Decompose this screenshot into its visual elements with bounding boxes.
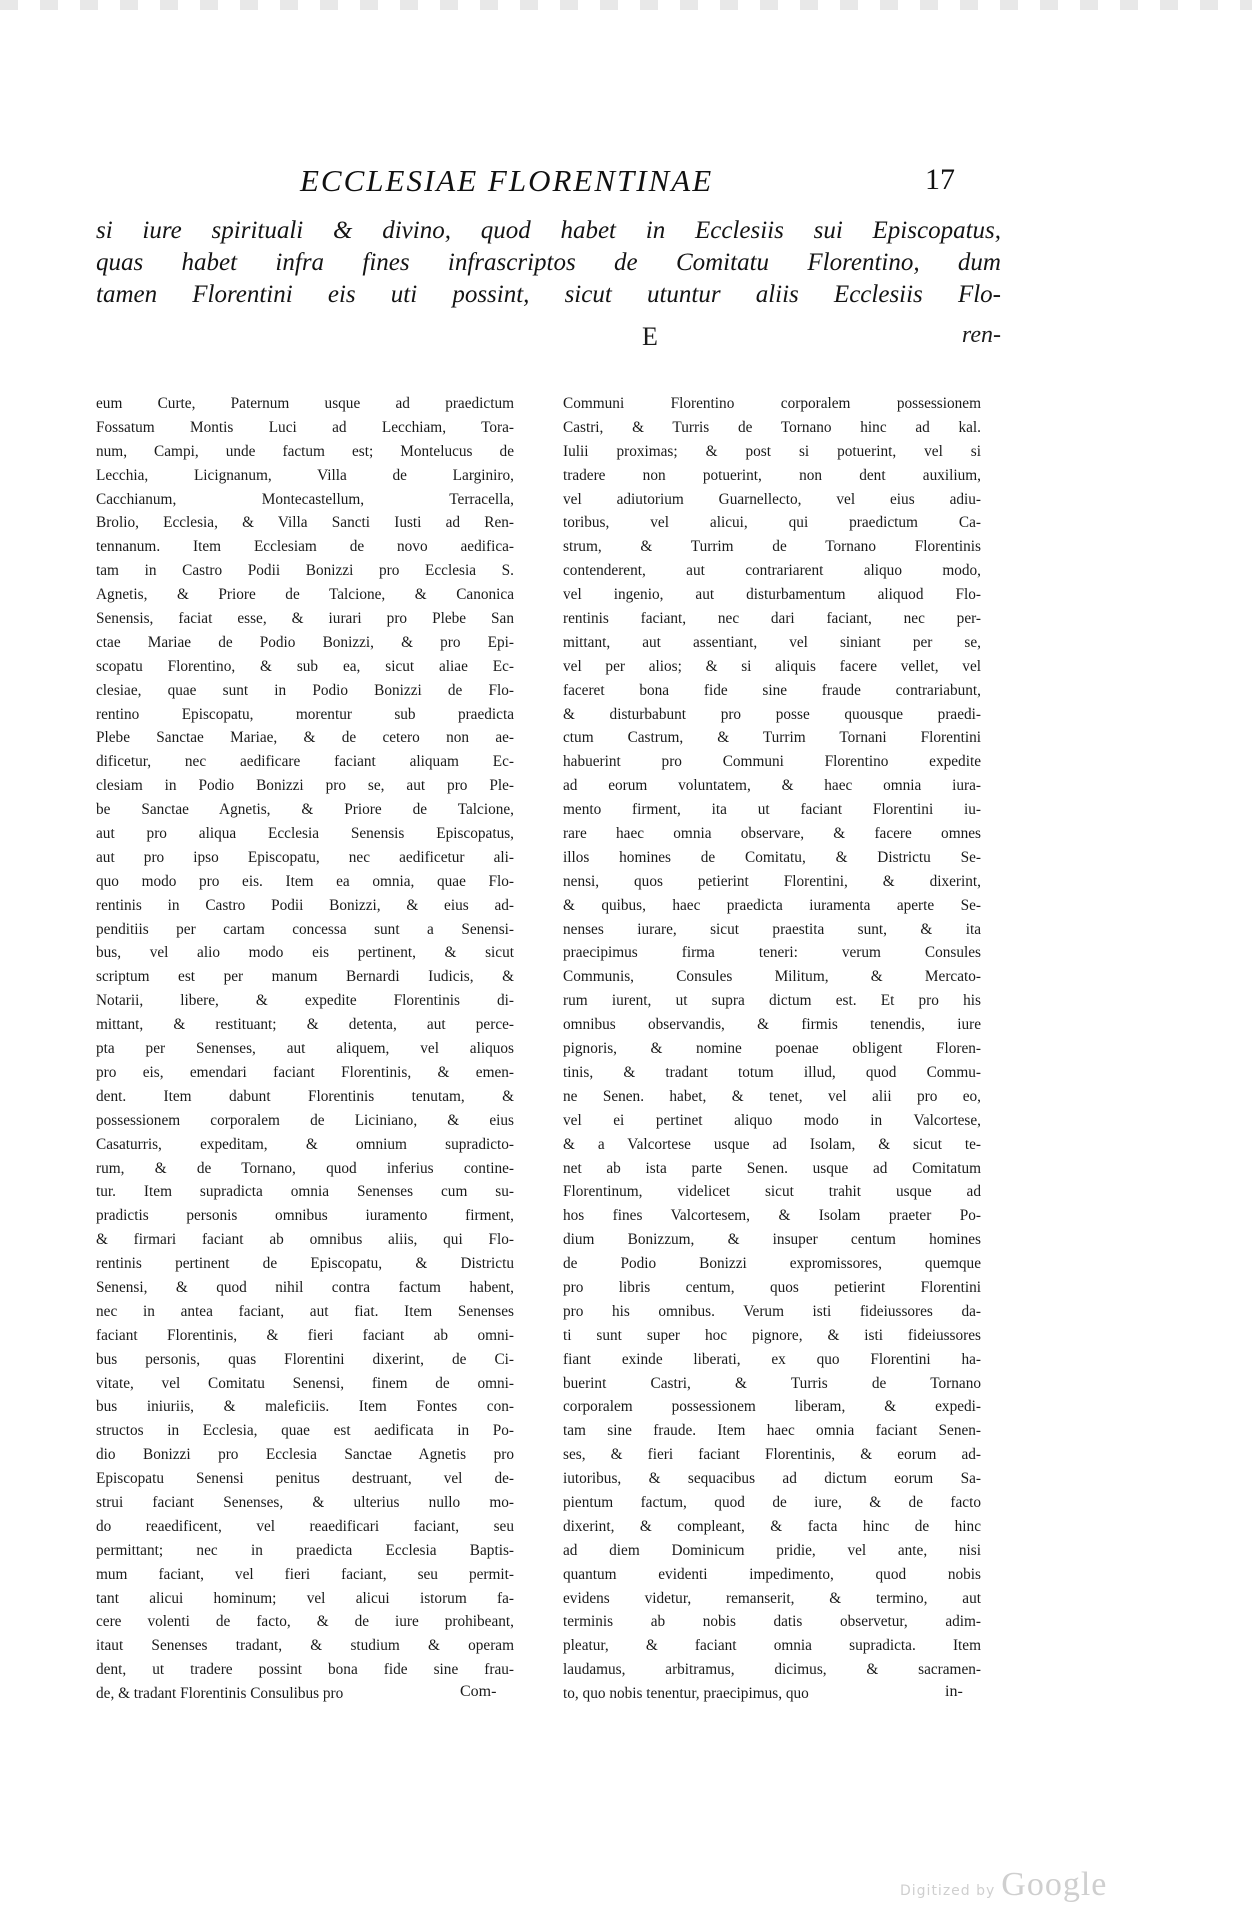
column-line: ctae Mariae de Podio Bonizzi, & pro Epi- bbox=[96, 633, 514, 651]
column-line: Casaturris, expeditam, & omnium supradicto- bbox=[96, 1135, 514, 1153]
column-line: do reaedificent, vel reaedificari faciant, seu bbox=[96, 1517, 514, 1535]
column-line: & quibus, haec praedicta iuramenta aperte Se- bbox=[563, 896, 981, 914]
column-line: de, & tradant Florentinis Consulibus pro bbox=[96, 1685, 344, 1703]
column-line: bus personis, quas Florentini dixerint, de Ci- bbox=[96, 1350, 514, 1368]
signature-line bbox=[96, 322, 1001, 354]
column-line: rentinis in Castro Podii Bonizzi, & eius ad- bbox=[96, 896, 514, 914]
column-line: pientum factum, quod de iure, & de facto bbox=[563, 1493, 981, 1511]
column-line: Communis, Consules Militum, & Mercato- bbox=[563, 968, 981, 986]
column-line: & disturbabunt pro posse quousque praedi- bbox=[563, 705, 981, 723]
column-line: ne Senen. habet, & tenet, vel alii pro eo, bbox=[563, 1087, 981, 1105]
column-line: dent. Item dabunt Florentinis tenutam, & bbox=[96, 1087, 514, 1105]
column-line: possessionem corporalem de Liciniano, & eius bbox=[96, 1111, 514, 1129]
column-line: tennanum. Item Ecclesiam de novo aedifica- bbox=[96, 538, 514, 556]
column-line: rare haec omnia observare, & facere omnes bbox=[563, 825, 981, 843]
column-line: Senensi, & quod nihil contra factum habent, bbox=[96, 1278, 514, 1296]
column-line: iutoribus, & sequacibus ad dictum eorum Sa- bbox=[563, 1470, 981, 1488]
column-line: omnibus observandis, & firmis tenendis, iure bbox=[563, 1016, 981, 1034]
column-line: ad eorum voluntatem, & haec omnia iura- bbox=[563, 777, 981, 795]
column-line: Florentinum, videlicet sicut trahit usque ad bbox=[563, 1183, 981, 1201]
column-line: tam in Castro Podii Bonizzi pro Ecclesia S. bbox=[96, 562, 514, 580]
column-line: pro his omnibus. Verum isti fideiussores da- bbox=[563, 1302, 981, 1320]
column-line: net ab ista parte Senen. usque ad Comitatum bbox=[563, 1159, 981, 1177]
column-line: pta per Senenses, aut aliquem, vel aliquos bbox=[96, 1040, 514, 1058]
column-line: clesiae, quae sunt in Podio Bonizzi de Flo- bbox=[96, 681, 514, 699]
column-line: toribus, vel alicui, qui praedictum Ca- bbox=[563, 514, 981, 532]
watermark-prefix: Digitized by bbox=[900, 1883, 996, 1899]
column-line: rentino Episcopatu, morentur sub praedicta bbox=[96, 705, 514, 723]
column-line: bus, vel alio modo eis pertinent, & sicut bbox=[96, 944, 514, 962]
column-line: Lecchia, Licignanum, Villa de Larginiro, bbox=[96, 466, 514, 484]
column-line: bus iniuriis, & maleficiis. Item Fontes con- bbox=[96, 1398, 514, 1416]
column-line: dent, ut tradere possint bona fide sine frau- bbox=[96, 1661, 514, 1679]
column-line: dium Bonizzum, & insuper centum homines bbox=[563, 1231, 981, 1249]
column-line: cere volenti de facto, & de iure prohibeant, bbox=[96, 1613, 514, 1631]
column-line: itaut Senenses tradant, & studium & operam bbox=[96, 1637, 514, 1655]
column-line: tur. Item supradicta omnia Senenses cum su- bbox=[96, 1183, 514, 1201]
column-line: illos homines de Comitatu, & Districtu Se- bbox=[563, 848, 981, 866]
column-line: & firmari faciant ab omnibus aliis, qui Flo- bbox=[96, 1231, 514, 1249]
column-line: mittant, aut assentiant, vel siniant per se, bbox=[563, 633, 981, 651]
column-line: mento firment, ita ut faciant Florentini iu- bbox=[563, 801, 981, 819]
column-line: terminis ab nobis datis observetur, adim- bbox=[563, 1613, 981, 1631]
column-line: praecipimus firma teneri: verum Consules bbox=[563, 944, 981, 962]
column-line: nensi, quos petierint Florentini, & dixerint, bbox=[563, 872, 981, 890]
column-line: evidens videtur, remanserit, & termino, aut bbox=[563, 1589, 981, 1607]
column-line: ad diem Dominicum pridie, vel ante, nisi bbox=[563, 1541, 981, 1559]
column-line: dificetur, nec aedificare faciant aliquam Ec- bbox=[96, 753, 514, 771]
column-line: buerint Castri, & Turris de Tornano bbox=[563, 1374, 981, 1392]
column-line: Episcopatu Senensi penitus destruant, vel de- bbox=[96, 1470, 514, 1488]
column-line: dio Bonizzi pro Ecclesia Sanctae Agnetis pro bbox=[96, 1446, 514, 1464]
column-line: permittant; nec in praedicta Ecclesia Baptis- bbox=[96, 1541, 514, 1559]
running-title: ECCLESIAE FLORENTINAE bbox=[300, 163, 714, 198]
column-line: scriptum est per manum Bernardi Iudicis, & bbox=[96, 968, 514, 986]
left-column bbox=[96, 392, 514, 1706]
column-line: contenderent, aut contrariarent aliquo modo, bbox=[563, 562, 981, 580]
column-line: vel adiutorium Guarnellecto, vel eius adiu- bbox=[563, 490, 981, 508]
column-line: tinis, & tradant totum illud, quod Commu- bbox=[563, 1063, 981, 1081]
right-column bbox=[563, 392, 981, 1706]
column-line: pro eis, emendari faciant Florentinis, & emen- bbox=[96, 1063, 514, 1081]
left-column-catchword: Com- bbox=[460, 1683, 497, 1700]
continued-paragraph bbox=[96, 215, 1001, 311]
column-line: Notarii, libere, & expedite Florentinis di- bbox=[96, 992, 514, 1010]
column-line: clesiam in Podio Bonizzi pro se, aut pro Ple- bbox=[96, 777, 514, 795]
continued-line: tamen Florentini eis uti possint, sicut utuntur aliis Ecclesiis Flo- bbox=[96, 281, 1001, 308]
column-line: dixerint, & compleant, & facta hinc de hinc bbox=[563, 1517, 981, 1535]
column-line: strui faciant Senenses, & ulterius nullo mo- bbox=[96, 1493, 514, 1511]
column-line: mittant, & restituant; & detenta, aut perce- bbox=[96, 1016, 514, 1034]
column-line: vel per alios; & si aliquis facere vellet, vel bbox=[563, 657, 981, 675]
column-line: pro libris centum, quos petierint Florentini bbox=[563, 1278, 981, 1296]
column-line: fiant exinde liberati, ex quo Florentini ha- bbox=[563, 1350, 981, 1368]
column-line: quantum evidenti impedimento, quod nobis bbox=[563, 1565, 981, 1583]
column-line: faceret bona fide sine fraude contrariabunt, bbox=[563, 681, 981, 699]
column-line: Fossatum Montis Luci ad Lecchiam, Tora- bbox=[96, 418, 514, 436]
column-line: Cacchianum, Montecastellum, Terracella, bbox=[96, 490, 514, 508]
column-line: penditiis per cartam concessa sunt a Senensi- bbox=[96, 920, 514, 938]
catchword: ren- bbox=[961, 322, 1001, 348]
column-line: Iulii proximas; & post si potuerint, vel si bbox=[563, 442, 981, 460]
signature-mark: E bbox=[642, 322, 658, 351]
column-line: Agnetis, & Priore de Talcione, & Canonica bbox=[96, 586, 514, 604]
column-line: mum faciant, vel fieri faciant, seu permit- bbox=[96, 1565, 514, 1583]
column-line: Plebe Sanctae Mariae, & de cetero non ae- bbox=[96, 729, 514, 747]
column-line: rentinis faciant, nec dari faciant, nec per- bbox=[563, 610, 981, 628]
column-line: ti sunt super hoc pignore, & isti fideiussores bbox=[563, 1326, 981, 1344]
column-line: de Podio Bonizzi expromissores, quemque bbox=[563, 1255, 981, 1273]
column-line: vel ingenio, aut disturbamentum aliquod Flo- bbox=[563, 586, 981, 604]
column-line: nenses iurare, sicut praestita sunt, & ita bbox=[563, 920, 981, 938]
column-line: habuerint pro Communi Florentino expedite bbox=[563, 753, 981, 771]
column-line: num, Campi, unde factum est; Montelucus de bbox=[96, 442, 514, 460]
column-line: pignoris, & nomine poenae obligent Floren- bbox=[563, 1040, 981, 1058]
watermark-brand: Google bbox=[1001, 1866, 1108, 1903]
column-line: tradere non potuerint, non dent auxilium, bbox=[563, 466, 981, 484]
column-line: tam sine fraude. Item haec omnia faciant Senen- bbox=[563, 1422, 981, 1440]
column-line: vel ei pertinet aliquo modo in Valcortese, bbox=[563, 1111, 981, 1129]
column-line: Castri, & Turris de Tornano hinc ad kal. bbox=[563, 418, 981, 436]
column-line: ctum Castrum, & Turrim Tornani Florentini bbox=[563, 729, 981, 747]
page-number: 17 bbox=[925, 163, 955, 196]
column-line: to, quo nobis tenentur, praecipimus, quo bbox=[563, 1685, 809, 1703]
column-line: Senensis, faciat esse, & iurari pro Plebe San bbox=[96, 610, 514, 628]
column-line: rum iurent, ut supra dictum est. Et pro his bbox=[563, 992, 981, 1010]
column-line: aut pro ipso Episcopatu, nec aedificetur ali- bbox=[96, 848, 514, 866]
column-line: eum Curte, Paternum usque ad praedictum bbox=[96, 395, 514, 412]
column-line: ses, & fieri faciant Florentinis, & eorum ad- bbox=[563, 1446, 981, 1464]
column-line: rum, & de Tornano, quod inferius contine- bbox=[96, 1159, 514, 1177]
column-line: hos fines Valcortesem, & Isolam praeter Po- bbox=[563, 1207, 981, 1225]
right-column-catchword: in- bbox=[945, 1683, 963, 1700]
column-line: Brolio, Ecclesia, & Villa Sancti Iusti ad Ren- bbox=[96, 514, 514, 532]
column-line: & a Valcortese usque ad Isolam, & sicut te- bbox=[563, 1135, 981, 1153]
column-line: structos in Ecclesia, quae est aedificata in Po- bbox=[96, 1422, 514, 1440]
column-line: vitate, vel Comitatu Senensi, finem de omni- bbox=[96, 1374, 514, 1392]
column-line: aut pro aliqua Ecclesia Senensis Episcopatus, bbox=[96, 825, 514, 843]
column-line: quo modo pro eis. Item ea omnia, quae Flo- bbox=[96, 872, 514, 890]
column-line: rentinis pertinent de Episcopatu, & Districtu bbox=[96, 1255, 514, 1273]
continued-line: si iure spirituali & divino, quod habet in Ecclesiis sui Episcopatus, bbox=[96, 217, 1001, 244]
column-line: faciant Florentinis, & fieri faciant ab omni- bbox=[96, 1326, 514, 1344]
column-line: laudamus, arbitramus, dicimus, & sacramen- bbox=[563, 1661, 981, 1679]
scan-top-edge bbox=[0, 0, 1252, 10]
column-line: scopatu Florentino, & sub ea, sicut aliae Ec- bbox=[96, 657, 514, 675]
continued-line: quas habet infra fines infrascriptos de Comitatu Florentino, dum bbox=[96, 249, 1001, 276]
digitization-watermark bbox=[900, 1866, 1107, 1904]
column-line: tant alicui hominum; vel alicui istorum fa- bbox=[96, 1589, 514, 1607]
column-line: corporalem possessionem liberam, & expedi- bbox=[563, 1398, 981, 1416]
column-line: be Sanctae Agnetis, & Priore de Talcione, bbox=[96, 801, 514, 819]
column-line: nec in antea faciant, aut fiat. Item Senenses bbox=[96, 1302, 514, 1320]
column-line: pleatur, & faciant omnia supradicta. Item bbox=[563, 1637, 981, 1655]
column-line: strum, & Turrim de Tornano Florentinis bbox=[563, 538, 981, 556]
column-line: pradictis personis omnibus iuramento firment, bbox=[96, 1207, 514, 1225]
column-line: Communi Florentino corporalem possessionem bbox=[563, 395, 981, 412]
